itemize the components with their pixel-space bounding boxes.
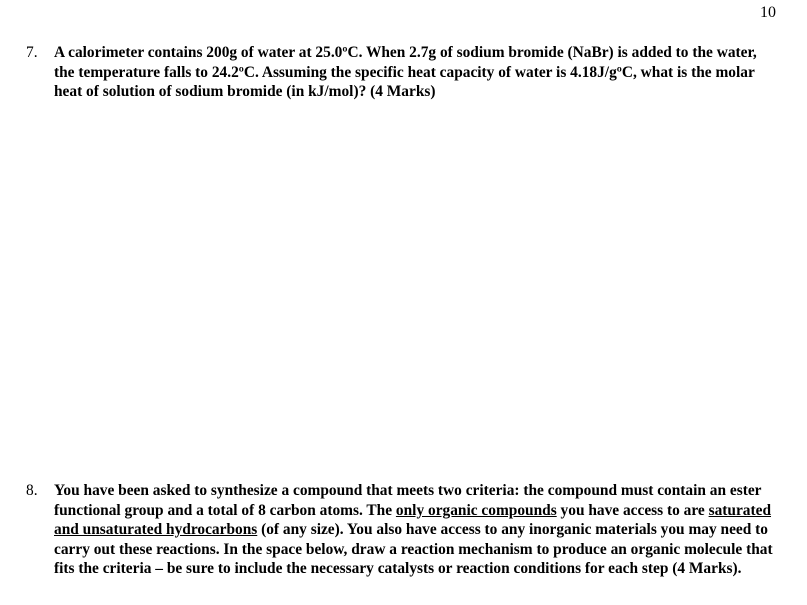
question-8-text-part-1: You have been asked to synthesize a compound that meets two criteria: the compound must contain an ester functional group and a total of 8 carbon atoms. The: [54, 482, 762, 519]
underlined-phrase-only-organic-compounds: only organic compounds: [395, 501, 557, 519]
question-8: [26, 481, 778, 579]
question-number: 7.: [26, 44, 38, 61]
question-text: [54, 481, 778, 579]
question-8-text-part-2: you have access to are: [556, 501, 709, 519]
question-8-text-part-3: (of any size). You also have access to any inorganic materials you may need to carry out these reactions. In the space below, draw a reaction mechanism to produce an organic molecule that fits the criteria – be sure to include the necessary catalysts or reaction conditions for each step (4 Marks).: [54, 521, 773, 578]
question-text: [54, 43, 778, 102]
page-number: 10: [760, 4, 776, 21]
question-7-text: A calorimeter contains 200g of water at 25.0ºC. When 2.7g of sodium bromide (NaBr) is added to the water, the temperature falls to 24.2ºC. Assuming the specific heat capacity of water is 4.18J/gºC, what is the molar heat of solution of sodium bromide (in kJ/mol)? (4 Marks): [54, 44, 757, 101]
question-7: [26, 43, 778, 102]
underlined-phrase-hydrocarbons: saturated and unsaturated hydrocarbons: [54, 501, 772, 539]
question-number: 8.: [26, 482, 38, 499]
